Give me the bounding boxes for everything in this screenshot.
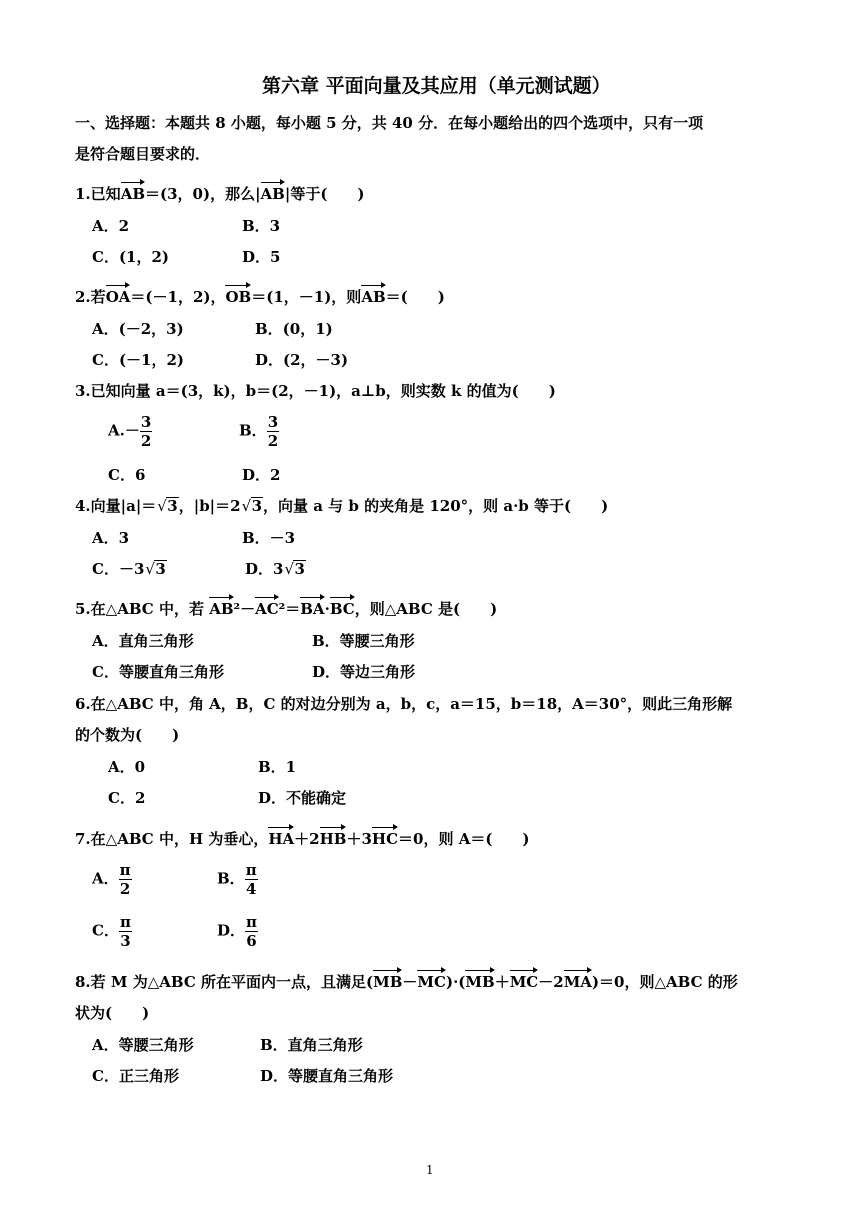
vector-mb: MB: [373, 973, 403, 991]
radicand: 3: [155, 560, 166, 578]
q7-option-a: [92, 861, 132, 898]
page-number: 1: [426, 1163, 434, 1177]
fraction: [245, 913, 258, 950]
stem-text: ，向量 a 与 b 的夹角是 120°，则 a·b 等于( ): [263, 497, 609, 515]
fraction-denominator: 4: [245, 880, 257, 898]
section-instructions-line2: 是符合题目要求的．: [75, 145, 211, 163]
stem-text: ＋3: [346, 830, 372, 848]
fraction-numerator: 3: [140, 413, 152, 431]
fraction-denominator: 2: [267, 432, 279, 450]
q1-option-c: C．(1，2): [92, 248, 170, 266]
q2-option-a: A．(－2，3): [92, 320, 184, 338]
q4-option-a: A．3: [92, 529, 130, 547]
option-label: D．3: [245, 560, 284, 578]
question-6-stem-line2: 的个数为( ): [75, 726, 180, 744]
stem-text: 8.若 M 为△ABC 所在平面内一点，且满足(: [75, 973, 374, 991]
stem-text: 4.向量|a|＝: [75, 497, 157, 515]
question-8-stem-line1: [75, 972, 738, 992]
page-title: 第六章 平面向量及其应用（单元测试题）: [262, 75, 611, 97]
option-label: C．－3: [92, 560, 145, 578]
q5-option-b: B．等腰三角形: [312, 632, 415, 650]
vector-ab: AB: [361, 288, 386, 306]
vector-ab: AB: [209, 600, 234, 618]
vector-ab: AB: [260, 185, 285, 203]
stem-text: 5.在△ABC 中，若: [75, 600, 210, 618]
stem-text: －2: [538, 973, 564, 991]
square-root: [284, 559, 305, 579]
q3-option-b: [239, 413, 279, 450]
question-3-stem: 3.已知向量 a＝(3，k)，b＝(2，－1)，a⊥b，则实数 k 的值为( ): [75, 382, 556, 400]
q5-option-c: C．等腰直角三角形: [92, 663, 224, 681]
q3-option-d: D．2: [242, 466, 281, 484]
q7-option-b: [217, 861, 258, 898]
question-5-stem: [75, 599, 497, 619]
option-label: A．: [92, 869, 119, 888]
vector-ob: OB: [225, 288, 252, 306]
stem-text: )·(: [445, 973, 466, 991]
vector-ac: AC: [255, 600, 279, 618]
stem-text: ＋2: [294, 830, 320, 848]
stem-text: ·: [324, 600, 330, 618]
q5-option-d: D．等边三角形: [312, 663, 416, 681]
fraction-denominator: 2: [119, 880, 131, 898]
q4-option-c: [92, 559, 167, 579]
stem-text: －: [402, 973, 418, 991]
vector-ba: BA: [300, 600, 325, 618]
stem-text: ＝(－1，2)，: [130, 288, 226, 306]
q7-option-c: [92, 913, 132, 950]
q7-option-d: [217, 913, 258, 950]
stem-text: ，则△ABC 是( ): [354, 600, 498, 618]
stem-text: ，|b|＝2: [178, 497, 241, 515]
q8-option-d: D．等腰直角三角形: [260, 1067, 394, 1085]
fraction-numerator: π: [119, 913, 131, 931]
fraction: [267, 413, 279, 450]
vector-hb: HB: [319, 830, 347, 848]
fraction: [140, 413, 152, 450]
section-instructions-line1: 一、选择题：本题共 8 小题，每小题 5 分，共 40 分．在每小题给出的四个选项中，只有一项: [75, 114, 704, 132]
stem-text: ＝(3，0)，那么|: [145, 185, 261, 203]
q6-option-d: D．不能确定: [258, 789, 347, 807]
fraction: [119, 913, 132, 950]
square-root: [145, 559, 166, 579]
vector-mb: MB: [465, 973, 495, 991]
stem-text: ＝( ): [385, 288, 445, 306]
fraction-numerator: π: [119, 861, 131, 879]
vector-ma: MA: [563, 973, 592, 991]
option-label: A.－: [108, 421, 140, 440]
question-4-stem: [75, 496, 608, 516]
fraction-numerator: π: [246, 913, 257, 931]
q1-option-a: A．2: [92, 217, 130, 235]
q4-option-b: B．－3: [242, 529, 296, 547]
fraction: [245, 861, 258, 898]
q8-option-a: A．等腰三角形: [92, 1036, 194, 1054]
vector-mc: MC: [417, 973, 446, 991]
fraction-denominator: 6: [246, 932, 257, 950]
stem-text: ＋: [494, 973, 510, 991]
stem-text: ＝0，则 A＝( ): [398, 830, 530, 848]
q1-option-b: B．3: [242, 217, 281, 235]
q2-option-b: B．(0，1): [255, 320, 333, 338]
vector-hc: HC: [371, 830, 399, 848]
stem-text: 已知: [90, 185, 121, 203]
square-root: [157, 496, 178, 516]
radicand: 3: [294, 560, 305, 578]
fraction-numerator: 3: [267, 413, 279, 431]
option-label: B．: [239, 421, 267, 440]
question-number: 2.: [75, 288, 91, 306]
option-label: C．: [92, 921, 119, 940]
vector-bc: BC: [329, 600, 355, 618]
q2-option-d: D．(2，－3): [255, 351, 349, 369]
question-number: 1.: [75, 185, 91, 203]
q6-option-c: C．2: [108, 789, 146, 807]
q1-option-d: D．5: [242, 248, 281, 266]
q2-option-c: C．(－1，2): [92, 351, 185, 369]
question-2-stem: [75, 287, 445, 307]
vector-ab: AB: [120, 185, 146, 203]
q8-option-b: B．直角三角形: [260, 1036, 363, 1054]
stem-text: )＝0，则△ABC 的形: [591, 973, 738, 991]
vector-oa: OA: [105, 288, 131, 306]
vector-ha: HA: [268, 830, 295, 848]
option-label: D．: [217, 921, 246, 940]
q3-option-c: C．6: [108, 466, 146, 484]
q8-option-c: C．正三角形: [92, 1067, 179, 1085]
fraction-denominator: 2: [140, 432, 152, 450]
question-1-stem: [75, 184, 365, 204]
q6-option-a: A．0: [108, 758, 146, 776]
q6-option-b: B．1: [258, 758, 297, 776]
radicand: 3: [251, 497, 263, 515]
question-7-stem: [75, 829, 530, 849]
stem-text: 7.在△ABC 中，H 为垂心，: [75, 830, 269, 848]
q3-option-a: [108, 413, 152, 450]
square-root: [242, 496, 263, 516]
stem-text: 若: [90, 288, 106, 306]
stem-text: ＝(1，－1)，则: [251, 288, 362, 306]
question-6-stem-line1: 6.在△ABC 中，角 A，B，C 的对边分别为 a，b，c，a＝15，b＝18，A＝30°，则此三角形解: [75, 695, 733, 713]
question-8-stem-line2: 状为( ): [75, 1004, 150, 1022]
stem-text: ²－: [233, 600, 256, 618]
q4-option-d: [245, 559, 306, 579]
fraction-denominator: 3: [120, 932, 131, 950]
radicand: 3: [167, 497, 178, 515]
stem-text: ²＝: [278, 600, 301, 618]
fraction-numerator: π: [245, 861, 257, 879]
option-label: B．: [217, 869, 245, 888]
q5-option-a: A．直角三角形: [92, 632, 194, 650]
vector-mc: MC: [509, 973, 539, 991]
fraction: [119, 861, 132, 898]
stem-text: |等于( ): [284, 185, 365, 203]
